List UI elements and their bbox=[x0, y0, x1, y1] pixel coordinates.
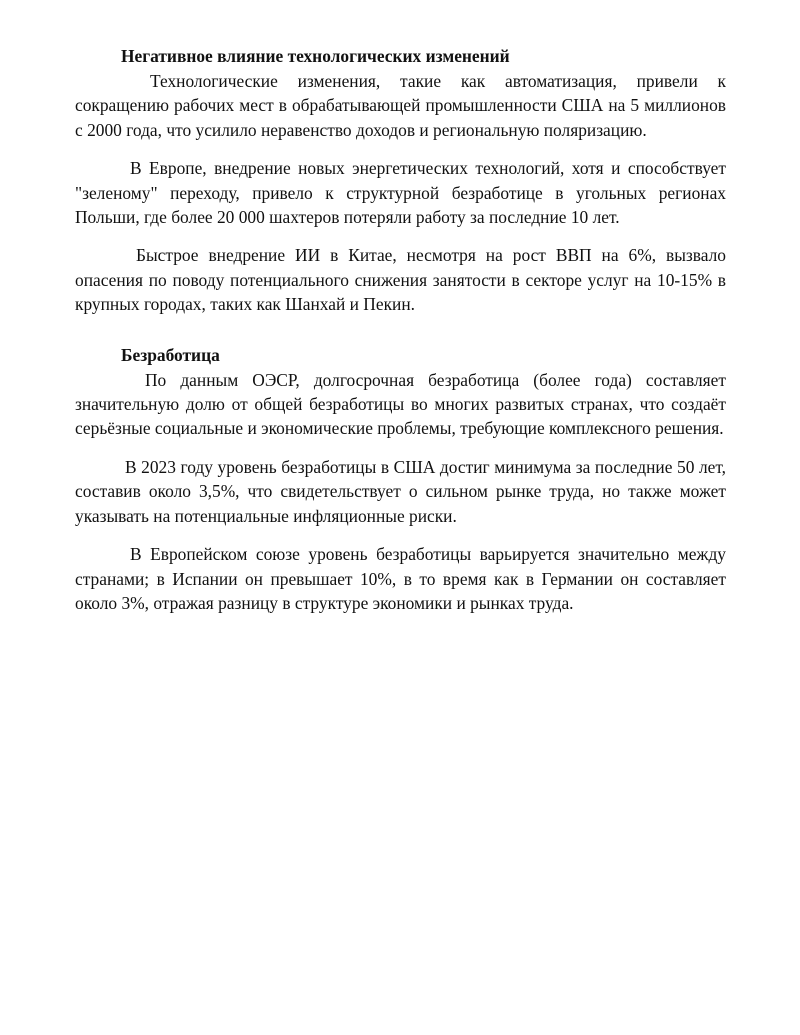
paragraph-text: Технологические изменения, такие как автоматизация, привели к сокращению рабочих мест в обрабатывающей промышленности США на 5 миллионов с 2000 года, что усилило неравенство доходов и региональную поляризацию. bbox=[75, 71, 726, 140]
section-heading-unemployment: Безработица bbox=[121, 344, 220, 365]
paragraph-text: Быстрое внедрение ИИ в Китае, несмотря на рост ВВП на 6%, вызвало опасения по поводу потенциального снижения занятости в секторе услуг на 10-15% в крупных городах, таких как Шанхай и Пекин. bbox=[75, 245, 726, 315]
section-heading-tech-impact: Негативное влияние технологических изменений bbox=[121, 46, 510, 66]
paragraph bbox=[75, 455, 726, 528]
paragraph bbox=[75, 156, 726, 229]
paragraph bbox=[75, 368, 726, 441]
paragraph bbox=[75, 542, 726, 615]
paragraph-text: В 2023 году уровень безработицы в США достиг минимума за последние 50 лет, составив около 3,5%, что свидетельствует о сильном рынке труда, но также может указывать на потенциальные инфляционные риски. bbox=[75, 456, 726, 526]
document-body bbox=[75, 44, 726, 615]
paragraph-text: В Европе, внедрение новых энергетических технологий, хотя и способствует "зеленому" переходу, привело к структурной безработице в угольных регионах Польши, где более 20 000 шахтеров потеряли работу за последние 10 лет. bbox=[75, 158, 726, 228]
paragraph bbox=[75, 243, 726, 316]
paragraph bbox=[75, 69, 726, 142]
paragraph-text: В Европейском союзе уровень безработицы варьируется значительно между странами; в Испании он превышает 10%, в то время как в Германии он составляет около 3%, отражая разницу в структуре экономики и рынках труда. bbox=[75, 544, 726, 613]
paragraph-text: По данным ОЭСР, долгосрочная безработица (более года) составляет значительную долю от общей безработицы во многих развитых странах, что создаёт серьёзные социальные и экономические проблемы, требующие комплексного решения. bbox=[75, 369, 726, 439]
